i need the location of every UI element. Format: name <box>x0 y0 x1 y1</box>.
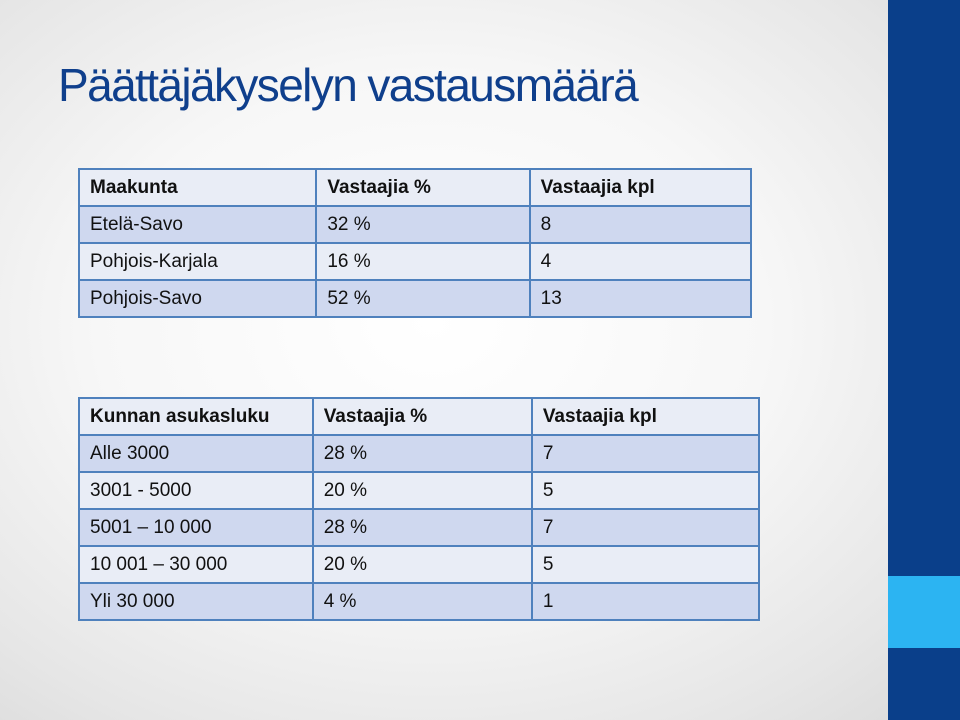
header-vastaajia-kpl: Vastaajia kpl <box>530 169 751 206</box>
cell-vastaajia-kpl: 7 <box>532 509 759 546</box>
cell-asukasluku: Alle 3000 <box>79 435 313 472</box>
cell-vastaajia-percent: 52 % <box>316 280 529 317</box>
cell-vastaajia-kpl: 8 <box>530 206 751 243</box>
table-row <box>79 206 751 243</box>
cell-asukasluku: 3001 - 5000 <box>79 472 313 509</box>
cell-vastaajia-kpl: 4 <box>530 243 751 280</box>
header-vastaajia-kpl: Vastaajia kpl <box>532 398 759 435</box>
header-vastaajia-percent: Vastaajia % <box>316 169 529 206</box>
header-kunnan-asukasluku: Kunnan asukasluku <box>79 398 313 435</box>
cell-vastaajia-percent: 4 % <box>313 583 532 620</box>
table-header-row <box>79 398 759 435</box>
cell-asukasluku: 5001 – 10 000 <box>79 509 313 546</box>
cell-asukasluku: 10 001 – 30 000 <box>79 546 313 583</box>
table-row <box>79 280 751 317</box>
cell-vastaajia-percent: 32 % <box>316 206 529 243</box>
cell-maakunta: Pohjois-Savo <box>79 280 316 317</box>
side-accent-decoration <box>888 576 960 648</box>
slide-title: Päättäjäkyselyn vastausmäärä <box>58 59 638 111</box>
header-vastaajia-percent: Vastaajia % <box>313 398 532 435</box>
cell-vastaajia-kpl: 5 <box>532 472 759 509</box>
cell-vastaajia-kpl: 1 <box>532 583 759 620</box>
cell-vastaajia-percent: 28 % <box>313 509 532 546</box>
table-row <box>79 435 759 472</box>
cell-vastaajia-percent: 20 % <box>313 472 532 509</box>
cell-vastaajia-percent: 16 % <box>316 243 529 280</box>
table-header-row <box>79 169 751 206</box>
cell-vastaajia-percent: 20 % <box>313 546 532 583</box>
header-maakunta: Maakunta <box>79 169 316 206</box>
table-row <box>79 546 759 583</box>
asukasluku-table <box>78 397 760 621</box>
cell-asukasluku: Yli 30 000 <box>79 583 313 620</box>
table-row <box>79 583 759 620</box>
table-row <box>79 509 759 546</box>
cell-vastaajia-kpl: 7 <box>532 435 759 472</box>
cell-vastaajia-kpl: 13 <box>530 280 751 317</box>
cell-vastaajia-percent: 28 % <box>313 435 532 472</box>
table-row <box>79 243 751 280</box>
cell-maakunta: Etelä-Savo <box>79 206 316 243</box>
maakunta-table <box>78 168 752 318</box>
cell-vastaajia-kpl: 5 <box>532 546 759 583</box>
table-row <box>79 472 759 509</box>
cell-maakunta: Pohjois-Karjala <box>79 243 316 280</box>
